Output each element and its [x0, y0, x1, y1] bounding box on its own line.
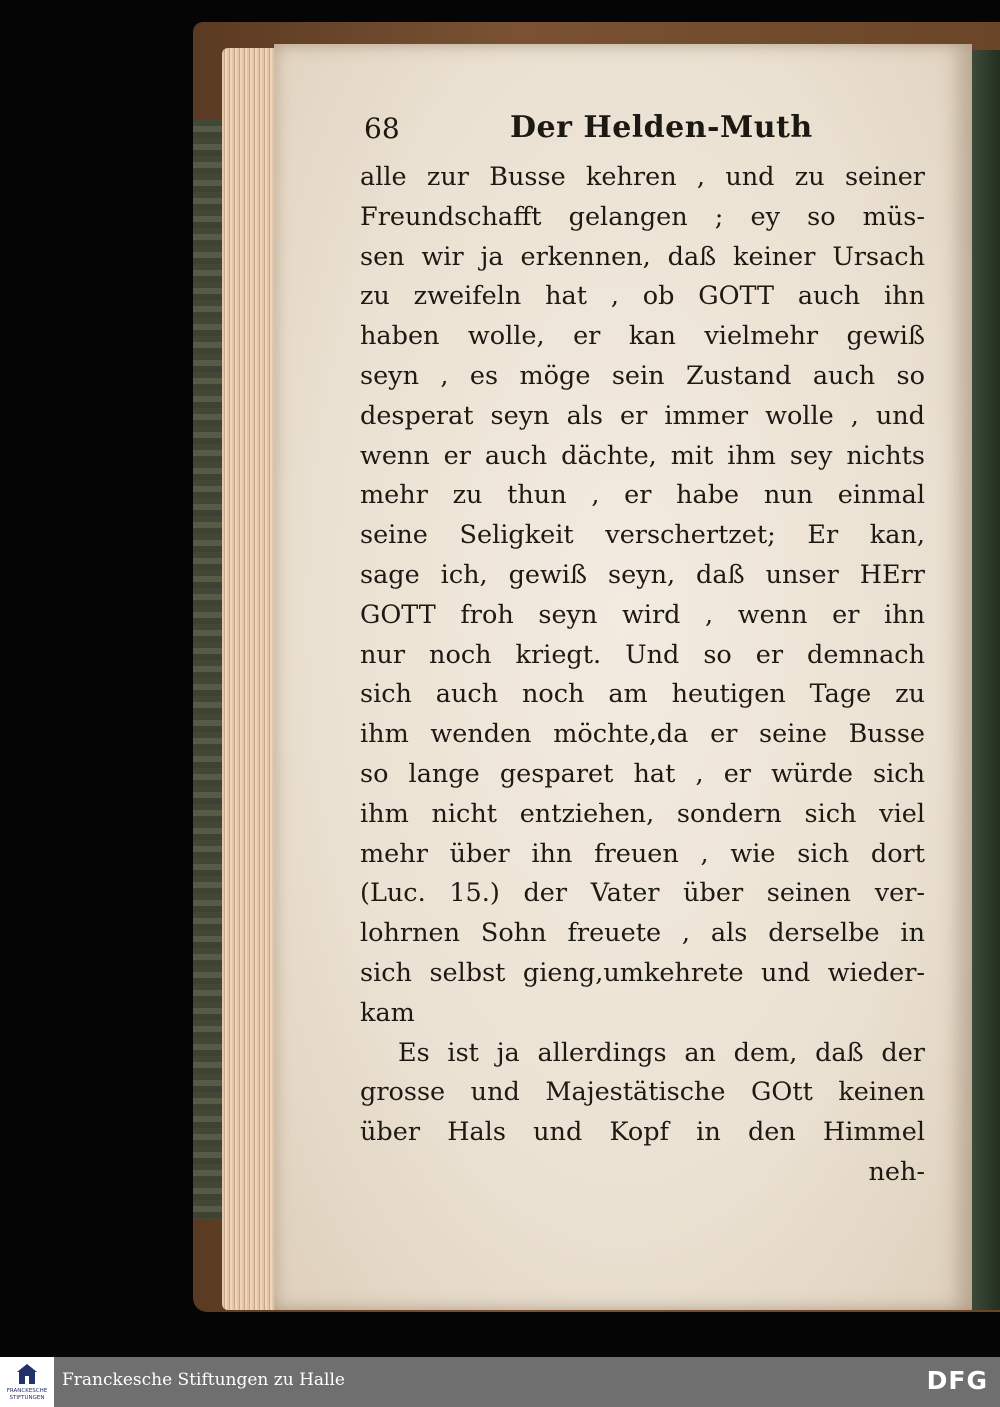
text-line: seyn , es möge sein Zustand auch so [360, 360, 925, 391]
text-line: ihm nicht entziehen, sondern sich viel [360, 798, 925, 829]
book-spine-texture [193, 120, 223, 1220]
text-line: ihm wenden möchte,da er seine Busse [360, 719, 925, 750]
catchword: neh- [868, 1156, 925, 1187]
text-line: mehr zu thun , er habe nun einmal [360, 480, 925, 511]
text-line: sich auch noch am heutigen Tage zu [360, 679, 925, 710]
text-line: kam [360, 997, 415, 1028]
text-line: alle zur Busse kehren , und zu seiner [360, 162, 925, 192]
page-number: 68 [364, 112, 400, 145]
text-line: zu zweifeln hat , ob GOTT auch ihn [360, 281, 925, 312]
right-gutter [972, 50, 1000, 1310]
text-line: so lange gesparet hat , er würde sich [360, 758, 925, 789]
page-header [360, 108, 930, 152]
text-line: desperat seyn als er immer wolle , und [360, 400, 925, 431]
text-line: Freundschafft gelangen ; ey so müs- [360, 201, 925, 232]
institution-name[interactable]: Franckesche Stiftungen zu Halle [62, 1370, 345, 1390]
text-line: sage ich, gewiß seyn, daß unser HErr [360, 559, 925, 590]
body-text [360, 158, 925, 1193]
dfg-logo[interactable]: DFG [926, 1366, 988, 1395]
text-line: grosse und Majestätische GOtt keinen [360, 1077, 925, 1108]
logo-caption: FRANCKESCHE STIFTUNGEN [6, 1388, 48, 1401]
text-line: nur noch kriegt. Und so er demnach [360, 639, 925, 670]
institution-logo[interactable] [0, 1357, 54, 1407]
text-line: mehr über ihn freuen , wie sich dort [360, 838, 925, 869]
page-edges [222, 48, 280, 1310]
house-logo-icon [16, 1363, 38, 1385]
text-line: wenn er auch dächte, mit ihm sey nichts [360, 440, 925, 471]
text-line: Es ist ja allerdings an dem, daß der [398, 1037, 925, 1068]
text-line: haben wolle, er kan vielmehr gewiß [360, 321, 925, 352]
viewer-footer [0, 1357, 1000, 1407]
text-line: seine Seligkeit verschertzet; Er kan, [360, 520, 925, 551]
text-line: sich selbst gieng,umkehrete und wieder- [360, 957, 925, 988]
text-line: (Luc. 15.) der Vater über seinen ver- [360, 878, 925, 909]
text-line: über Hals und Kopf in den Himmel [360, 1117, 925, 1148]
text-line: GOTT froh seyn wird , wenn er ihn [360, 599, 925, 630]
text-line: lohrnen Sohn freuete , als derselbe in [360, 918, 925, 949]
running-title: Der Helden-Muth [510, 110, 813, 145]
text-line: sen wir ja erkennen, daß keiner Ursach [360, 241, 925, 272]
